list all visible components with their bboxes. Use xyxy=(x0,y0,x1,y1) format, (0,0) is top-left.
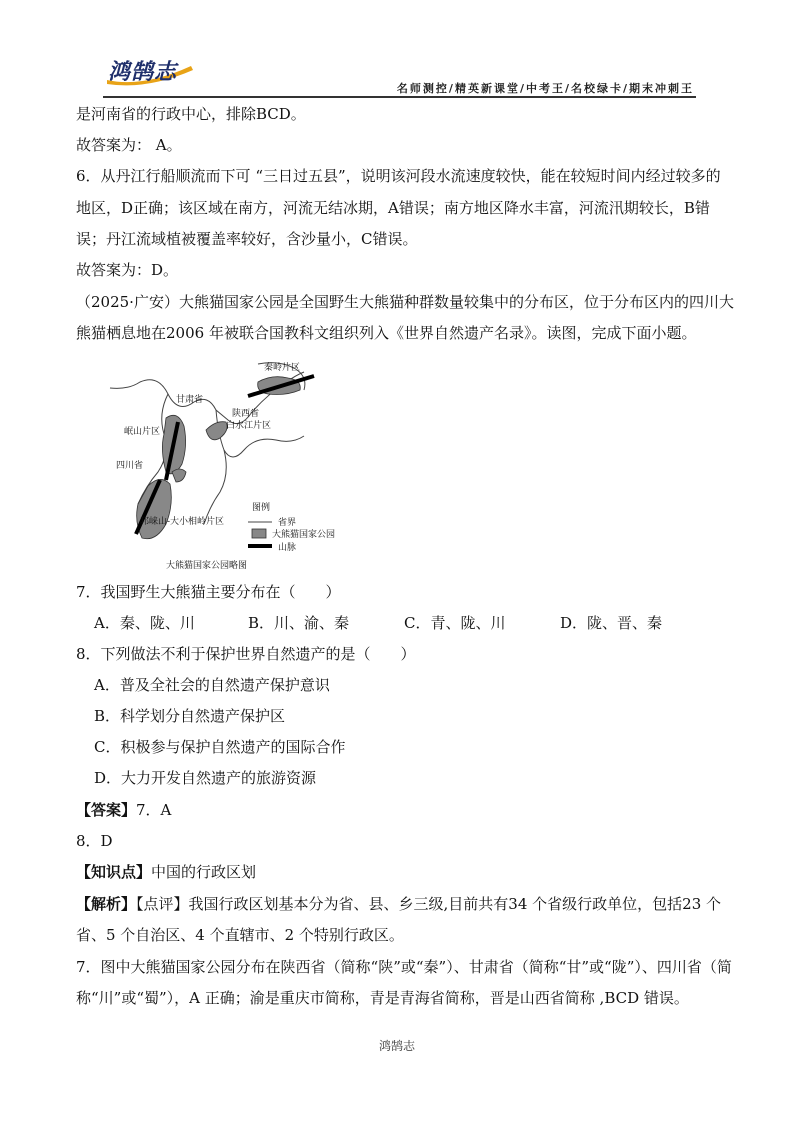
province-border xyxy=(216,410,304,457)
text-line: 6．从丹江行船顺流而下可 “三日过五县”，说明该河段水流速度较快，能在较短时间内经过较多的 xyxy=(76,167,721,185)
answer-8: 8．D xyxy=(76,832,113,850)
map-label: 四川省 xyxy=(116,461,144,471)
analysis-text: 我国行政区划基本分为省、县、乡三级,目前共有34 个省级行政单位，包括23 个 xyxy=(188,895,722,913)
analysis-text: 省、5 个自治区、4 个直辖市、2 个特别行政区。 xyxy=(76,926,404,944)
page-footer: 鸿鹄志 xyxy=(378,1039,415,1053)
panda-park-map xyxy=(108,354,358,574)
q8-option-a: A．普及全社会的自然遗产保护意识 xyxy=(94,676,330,694)
text-line: 故答案为： A。 xyxy=(76,136,182,154)
answer-7: 7．A xyxy=(136,801,172,819)
text-line: 熊猫栖息地在2006 年被联合国教科文组织列入《世界自然遗产名录》。读图，完成下面小题。 xyxy=(76,324,697,342)
q7-option-a: A．秦、陇、川 xyxy=(94,614,195,632)
question-7-stem: 7．我国野生大熊猫主要分布在（ ） xyxy=(76,583,341,601)
q7-option-c: C．青、陇、川 xyxy=(404,614,506,632)
answer-tag: 【答案】 xyxy=(76,801,137,819)
park-baishuijiang xyxy=(206,422,227,440)
knowledge-line xyxy=(76,862,256,882)
text-line: 故答案为：D。 xyxy=(76,261,179,279)
legend-park-label: 大熊猫国家公园 xyxy=(272,530,336,540)
text-line: 误；丹江流域植被覆盖率较好，含沙量小，C错误。 xyxy=(76,230,418,248)
legend-mountain-label: 山脉 xyxy=(278,543,297,553)
q7-option-d: D．陇、晋、秦 xyxy=(560,614,663,632)
park-qionglai xyxy=(137,479,172,538)
q8-option-c: C．积极参与保护自然遗产的国际合作 xyxy=(94,738,346,756)
text-line: 地区，D正确；该区域在南方，河流无结冰期，A错误；南方地区降水丰富，河流汛期较长，B错 xyxy=(76,199,710,217)
map-label: 邛崃山-大小相岭片区 xyxy=(140,517,225,527)
analysis-text: 称“川”或“蜀”），A 正确；渝是重庆市简称，青是青海省简称，晋是山西省简称 ,BCD 错误。 xyxy=(76,989,689,1007)
map-label: 甘肃省 xyxy=(176,395,204,405)
analysis-text: 7．图中大熊猫国家公园分布在陕西省（简称“陕”或“秦”）、甘肃省（简称“甘”或“陇”）、四川省（简 xyxy=(76,958,732,976)
map-label: 陕西省 xyxy=(232,409,260,419)
knowledge-text: 中国的行政区划 xyxy=(151,863,257,881)
text-line: 是河南省的行政中心，排除BCD。 xyxy=(76,105,306,123)
park-qionglai-east xyxy=(172,469,186,482)
map-label: 白水江片区 xyxy=(226,421,272,431)
province-border xyxy=(204,450,226,524)
analysis-tag: 【解析】 xyxy=(76,895,137,913)
knowledge-tag: 【知识点】 xyxy=(76,863,152,881)
text-line: （2025·广安）大熊猫国家公园是全国野生大熊猫种群数量较集中的分布区，位于分布区内的四川大 xyxy=(76,293,734,311)
legend-park-swatch xyxy=(252,529,266,538)
header-divider xyxy=(103,96,696,98)
logo-text: 鸿鹄志 xyxy=(108,60,178,85)
map-caption: 大熊猫国家公园略图 xyxy=(166,561,248,571)
analysis-line xyxy=(76,894,721,914)
legend-title: 图例 xyxy=(252,503,271,513)
header-tagline: 名师测控/精英新课堂/中考王/名校绿卡/期末冲刺王 xyxy=(396,82,694,95)
page-header xyxy=(0,0,794,100)
legend-border-label: 省界 xyxy=(278,518,297,528)
answer-line xyxy=(76,800,171,820)
q8-option-d: D．大力开发自然遗产的旅游资源 xyxy=(94,769,317,787)
question-8-stem: 8．下列做法不利于保护世界自然遗产的是（ ） xyxy=(76,645,416,663)
map-label: 秦岭片区 xyxy=(264,363,301,373)
comment-tag: 【点评】 xyxy=(136,895,189,913)
q7-option-b: B．川、渝、秦 xyxy=(248,614,350,632)
q8-option-b: B．科学划分自然遗产保护区 xyxy=(94,707,286,725)
map-label: 岷山片区 xyxy=(124,427,161,437)
